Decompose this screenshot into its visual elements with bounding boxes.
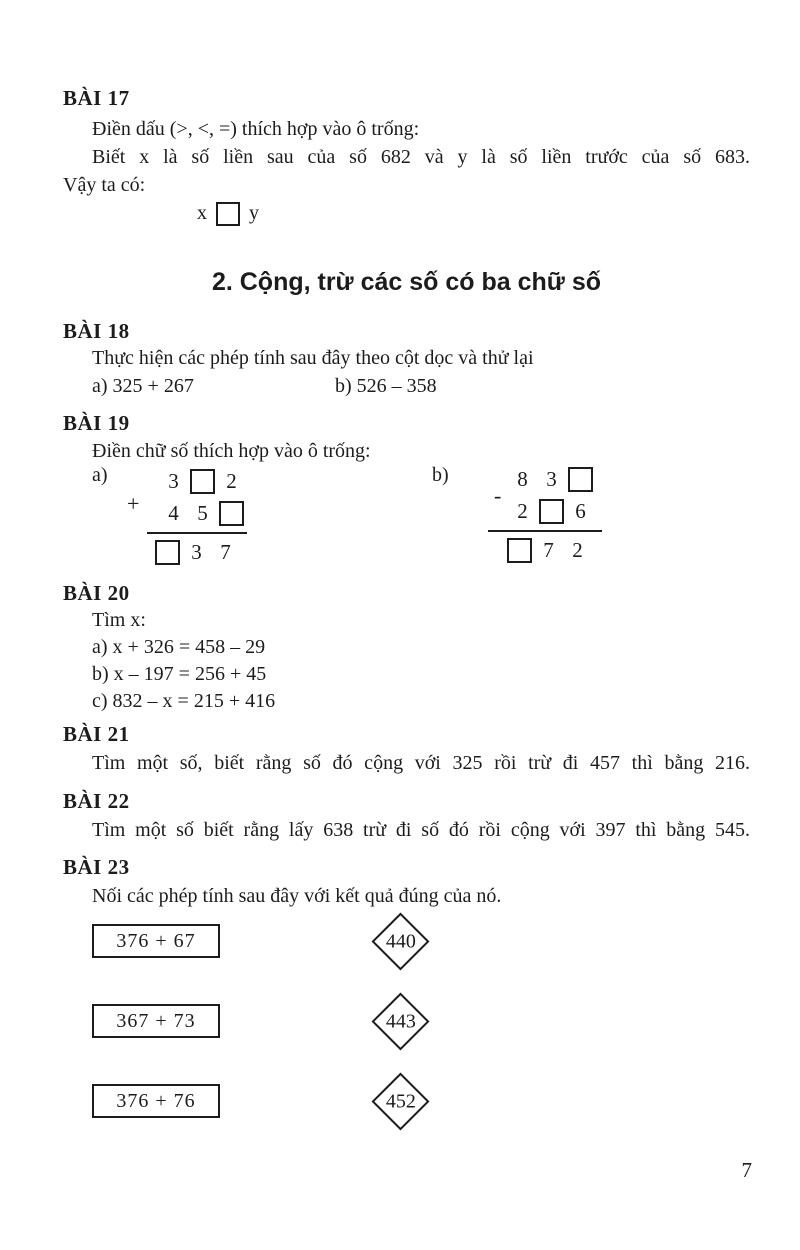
exercise-20-item-a: a) x + 326 = 458 – 29 (92, 636, 266, 658)
digit: 2 (226, 468, 237, 493)
column-subtraction-problem (494, 463, 602, 566)
exercise-17-title: BÀI 17 (63, 86, 130, 110)
digit: 2 (517, 498, 528, 523)
expression-label: 376 + 67 (116, 929, 196, 952)
exercise-20-instruction: Tìm x: (92, 609, 146, 631)
digit: 3 (191, 539, 202, 564)
exercise-22-title: BÀI 22 (63, 789, 130, 813)
sum-row (153, 536, 247, 568)
exercise-23-instruction: Nối các phép tính sau đây với kết quả đúng của nó. (92, 885, 502, 907)
minus-operator: - (494, 483, 502, 508)
exercise-17-lead-in: Vậy ta có: (63, 174, 146, 196)
digit: 7 (220, 539, 231, 564)
exercise-22-statement: Tìm một số biết rằng lấy 638 trừ đi số đó rồi cộng với 397 thì bằng 545. (92, 819, 750, 841)
problem-b-label: b) (432, 464, 449, 486)
expression-box (92, 1084, 220, 1118)
exercise-18-item-a: a) 325 + 267 (92, 375, 194, 397)
subtrahend-row (508, 495, 602, 527)
compare-expression (197, 200, 750, 227)
result-label: 443 (385, 1009, 415, 1032)
exercise-21-statement: Tìm một số, biết rằng số đó cộng với 325 rồi trừ đi 457 thì bằng 216. (92, 752, 750, 774)
minuend-row (508, 463, 602, 495)
expression-label: 367 + 73 (116, 1009, 196, 1032)
diamond-shape (371, 1072, 429, 1130)
empty-digit-box (190, 469, 215, 494)
section-title: 2. Cộng, trừ các số có ba chữ số (211, 268, 602, 296)
empty-digit-box (507, 538, 532, 563)
digit: 5 (197, 500, 208, 525)
problem-a-label: a) (92, 464, 108, 486)
empty-answer-box (216, 202, 240, 226)
column-arithmetic-area (63, 463, 750, 580)
exercise-18-item-b: b) 526 – 358 (335, 375, 437, 397)
exercise-21-title: BÀI 21 (63, 722, 130, 746)
digit: 3 (546, 466, 557, 491)
diamond-shape (371, 992, 429, 1050)
match-row (63, 1072, 750, 1130)
expression-box (92, 924, 220, 958)
difference-row (505, 534, 602, 566)
exercise-20-title: BÀI 20 (63, 581, 130, 605)
expression-box (92, 1004, 220, 1038)
result-diamond (371, 992, 429, 1050)
empty-digit-box (219, 501, 244, 526)
exercise-17-statement: Biết x là số liền sau của số 682 và y là số liền trước của số 683. (92, 146, 750, 168)
compare-right-operand: y (249, 202, 259, 224)
empty-digit-box (155, 540, 180, 565)
exercise-18-title: BÀI 18 (63, 319, 130, 343)
column-addition-problem (127, 465, 247, 568)
result-diamond (371, 912, 429, 970)
match-row (63, 912, 750, 970)
plus-operator: + (127, 491, 140, 516)
sum-line (147, 532, 247, 534)
exercise-17-instruction: Điền dấu (>, <, =) thích hợp vào ô trống: (92, 118, 420, 140)
compare-left-operand: x (197, 202, 207, 224)
exercise-20-item-c: c) 832 – x = 215 + 416 (92, 690, 276, 712)
result-label: 440 (385, 929, 415, 952)
digit: 7 (543, 537, 554, 562)
page-number: 7 (741, 1158, 752, 1182)
digit: 6 (575, 498, 586, 523)
digit: 3 (168, 468, 179, 493)
exercise-19-title: BÀI 19 (63, 411, 130, 435)
digit: 2 (572, 537, 583, 562)
exercise-19-instruction: Điền chữ số thích hợp vào ô trống: (92, 440, 371, 462)
exercise-18-instruction: Thực hiện các phép tính sau đây theo cột dọc và thử lại (92, 347, 534, 369)
expression-label: 376 + 76 (116, 1089, 196, 1112)
addend-row-2 (159, 497, 247, 529)
exercise-20-item-b: b) x – 197 = 256 + 45 (92, 663, 267, 685)
empty-digit-box (568, 467, 593, 492)
exercise-23-title: BÀI 23 (63, 855, 130, 879)
result-diamond (371, 1072, 429, 1130)
exercise-18-items (63, 374, 750, 398)
match-row (63, 992, 750, 1050)
addend-row-1 (159, 465, 247, 497)
digit: 4 (168, 500, 179, 525)
empty-digit-box (539, 499, 564, 524)
diamond-shape (371, 912, 429, 970)
digit: 8 (517, 466, 528, 491)
difference-line (488, 530, 602, 532)
result-label: 452 (385, 1089, 415, 1112)
matching-exercise (63, 912, 750, 1130)
